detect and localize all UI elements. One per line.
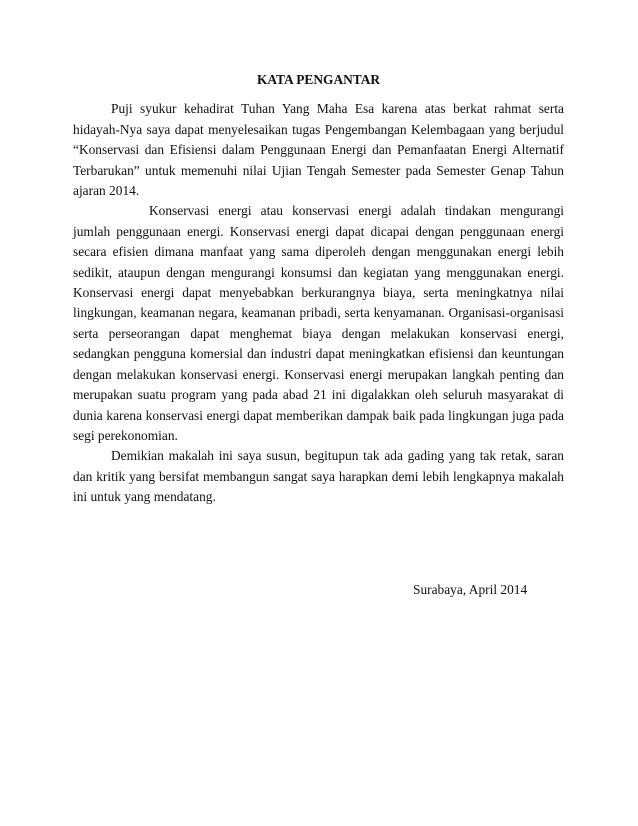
paragraph-closing: Demikian makalah ini saya susun, begitupun tak ada gading yang tak retak, saran dan kritik yang bersifat membangun sangat saya harapkan demi lebih lengkapnya makalah ini untuk yang mendatang. <box>73 448 564 505</box>
document-body <box>73 70 564 508</box>
signature-place-date: Surabaya, April 2014 <box>413 582 528 597</box>
paragraph-opening: Puji syukur kehadirat Tuhan Yang Maha Esa karena atas berkat rahmat serta hidayah-Nya saya dapat menyelesaikan tugas Pengembangan Kelembagaan yang berjudul “Konservasi dan Efisiensi dalam Penggunaan Energi dan Pemanfaatan Energi Alternatif Terbarukan” untuk memenuhi nilai Ujian Tengah Semester pada Semester Genap Tahun ajaran 2014. <box>73 101 564 199</box>
paragraph-conservation: Konservasi energi atau konservasi energi adalah tindakan mengurangi jumlah penggunaan energi. Konservasi energi dapat dicapai dengan penggunaan energi secara efisien dimana manfaat yang sama diperoleh dengan menggunakan energi lebih sedikit, ataupun dengan mengurangi konsumsi dan kegiatan yang menggunakan energi. Konservasi energi dapat menyebabkan berkurangnya biaya, serta meningkatnya nilai lingkungan, keamanan negara, keamanan pribadi, serta kenyamanan. Organisasi-organisasi serta perseorangan dapat menghemat biaya dengan melakukan konservasi energi, sedangkan pengguna komersial dan industri dapat meningkatkan efisiensi dan keuntungan dengan melakukan konservasi energi. Konservasi energi merupakan langkah penting dan merupakan suatu program yang pada abad 21 ini digalakkan oleh seluruh masyarakat di dunia karena konservasi energi dapat memberikan dampak baik pada lingkungan juga pada segi perekonomian. <box>73 203 564 443</box>
page-title: KATA PENGANTAR <box>256 72 381 87</box>
